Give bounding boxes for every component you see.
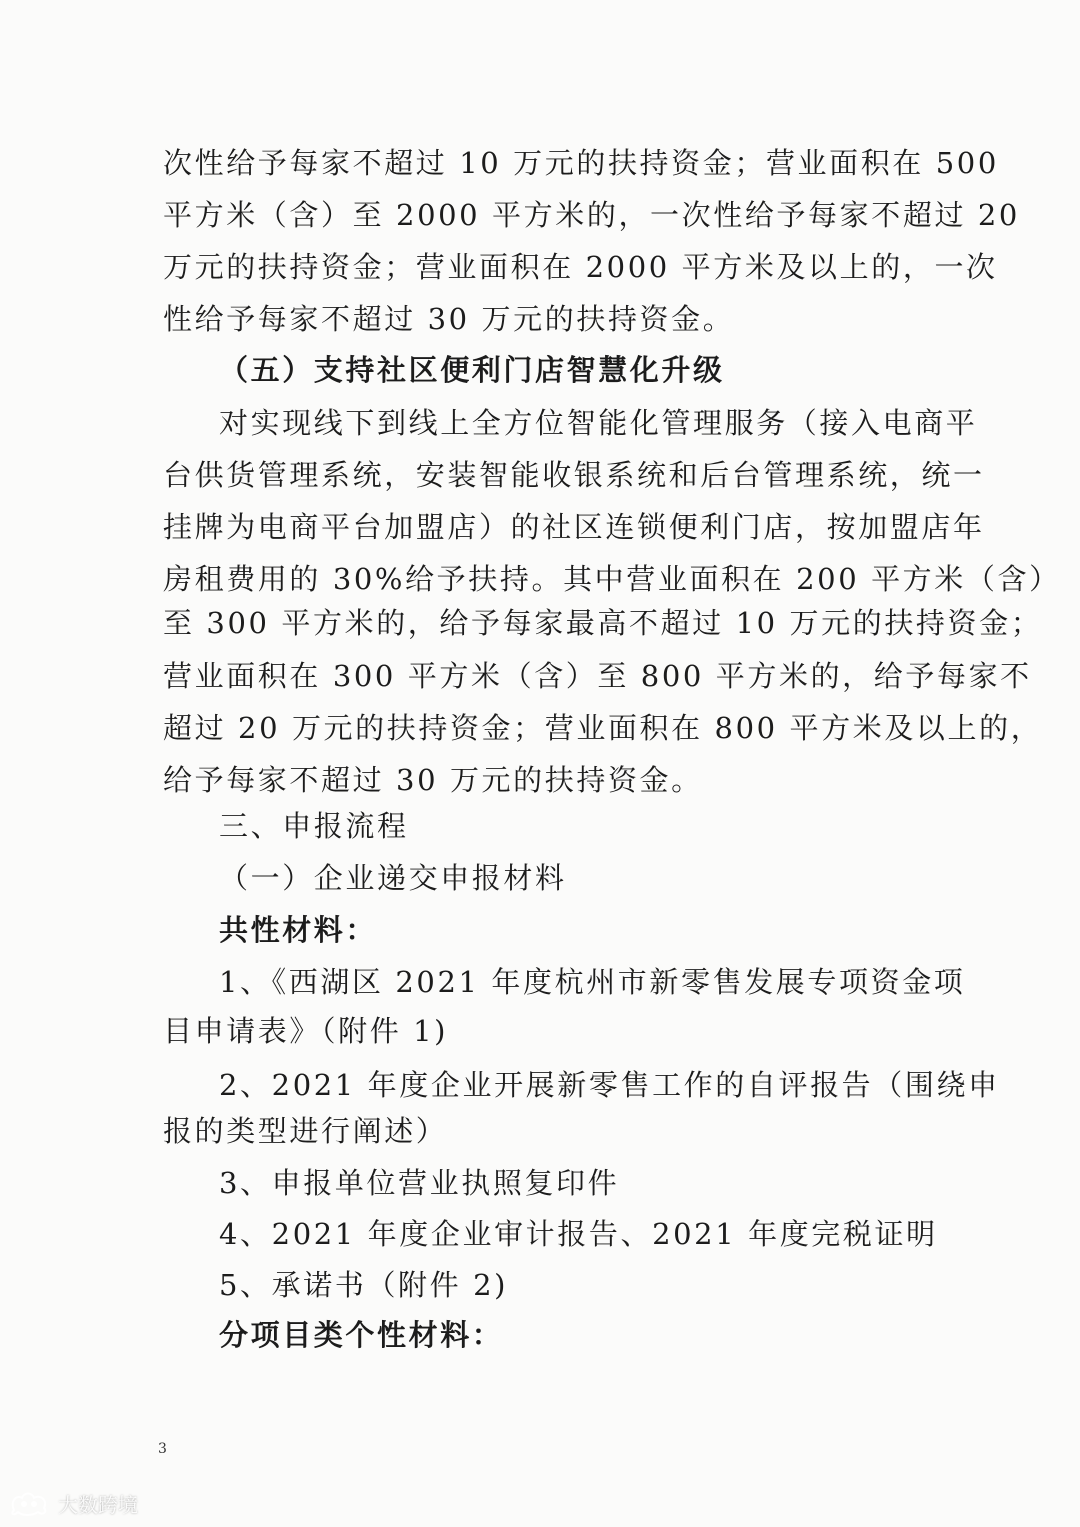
list-item-2: 2、2021 年度企业开展新零售工作的自评报告（围绕申 [219, 1068, 1000, 1102]
item-specific-materials-label: 分项目类个性材料： [219, 1318, 504, 1352]
watermark [8, 1488, 138, 1518]
list-item-3: 3、申报单位营业执照复印件 [219, 1166, 620, 1200]
list-item-5: 5、承诺书（附件 2) [219, 1268, 509, 1302]
body-line: 平方米（含）至 2000 平方米的，一次性给予每家不超过 20 [163, 198, 1020, 232]
subheading-submit-materials: （一）企业递交申报材料 [219, 861, 567, 895]
body-line: 营业面积在 300 平方米（含）至 800 平方米的，给予每家不 [163, 659, 1032, 693]
list-item-4: 4、2021 年度企业审计报告、2021 年度完税证明 [219, 1217, 938, 1251]
body-line: 房租费用的 30%给予扶持。其中营业面积在 200 平方米（含） [163, 562, 1061, 596]
body-line: 万元的扶持资金；营业面积在 2000 平方米及以上的，一次 [163, 250, 998, 284]
body-line: 性给予每家不超过 30 万元的扶持资金。 [163, 302, 735, 336]
body-line: 超过 20 万元的扶持资金；营业面积在 800 平方米及以上的， [163, 711, 1043, 745]
watermark-logo-icon [8, 1488, 52, 1518]
body-line: 给予每家不超过 30 万元的扶持资金。 [163, 763, 703, 797]
list-item-1-cont: 目申请表》（附件 1) [163, 1014, 449, 1048]
list-item-2-cont: 报的类型进行阐述） [163, 1114, 448, 1148]
common-materials-label: 共性材料： [219, 913, 378, 947]
chapter-heading-3: 三、申报流程 [219, 809, 409, 843]
list-item-1: 1、《西湖区 2021 年度杭州市新零售发展专项资金项 [219, 965, 966, 999]
body-line: 次性给予每家不超过 10 万元的扶持资金；营业面积在 500 [163, 146, 999, 180]
section-heading-5: （五）支持社区便利门店智慧化升级 [219, 353, 725, 387]
body-line: 对实现线下到线上全方位智能化管理服务（接入电商平 [219, 406, 978, 440]
body-line: 挂牌为电商平台加盟店）的社区连锁便利门店，按加盟店年 [163, 510, 985, 544]
watermark-text: 大数跨境 [58, 1492, 138, 1517]
body-line: 台供货管理系统，安装智能收银系统和后台管理系统，统一 [163, 458, 985, 492]
page-number: 3 [158, 1441, 167, 1457]
body-line: 至 300 平方米的，给予每家最高不超过 10 万元的扶持资金； [163, 606, 1043, 640]
